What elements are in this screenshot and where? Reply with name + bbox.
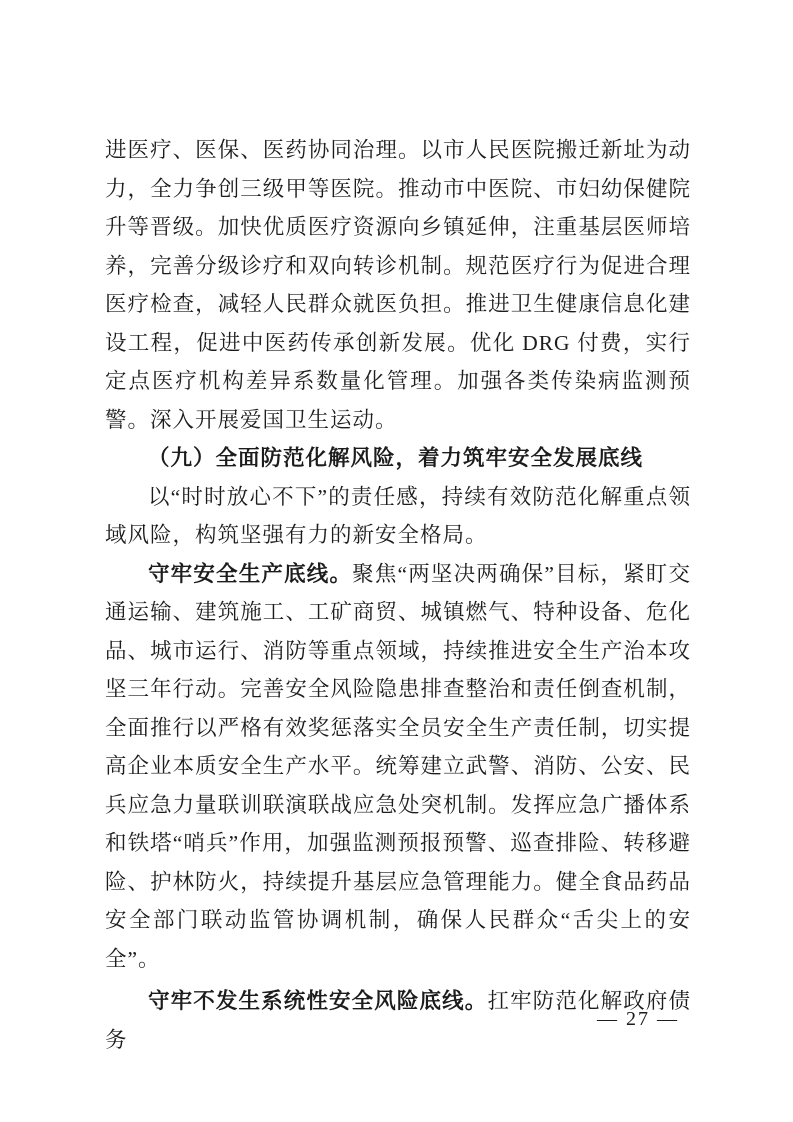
section-heading-text: （九）全面防范化解风险，着力筑牢安全发展底线 bbox=[148, 446, 644, 470]
paragraph-continuation bbox=[105, 131, 691, 439]
paragraph-text: 扛牢防范化解政府债务 bbox=[105, 989, 691, 1052]
paragraph-safety-production bbox=[105, 555, 691, 979]
paragraph-text: 以“时时放心不下”的责任感，持续有效防范化解重点领域风险，构筑坚强有力的新安全格局。 bbox=[105, 484, 691, 547]
page-number bbox=[105, 1008, 691, 1031]
document-body bbox=[105, 131, 691, 1059]
page-number-label: — 27 — bbox=[597, 1008, 679, 1030]
paragraph-intro bbox=[105, 478, 691, 555]
paragraph-text: 进医疗、医保、医药协同治理。以市人民医院搬迁新址为动力，全力争创三级甲等医院。推动市中医院、市妇幼保健院升等晋级。加快优质医疗资源向乡镇延伸，注重基层医师培养，完善分级诊疗和双向转诊机制。规范医疗行为促进合理医疗检查，减轻人民群众就医负担。推进卫生健康信息化建设工程，促进中医药传承创新发展。优化 DRG 付费，实行定点医疗机构差异系数量化管理。加强各类传染病监测预警。深入开展爱国卫生运动。 bbox=[105, 138, 691, 432]
section-heading bbox=[105, 439, 691, 478]
paragraph-lead-bold: 守牢不发生系统性安全风险底线。 bbox=[148, 989, 488, 1013]
paragraph-lead-bold: 守牢安全生产底线。 bbox=[148, 561, 353, 586]
paragraph-text: 聚焦“两坚决两确保”目标，紧盯交通运输、建筑施工、工矿商贸、城镇燃气、特种设备、危化品、城市运行、消防等重点领域，持续推进安全生产治本攻坚三年行动。完善安全风险隐患排查整治和责任倒查机制，全面推行以严格有效奖惩落实全员安全生产责任制，切实提高企业本质安全生产水平。统筹建立武警、消防、公安、民兵应急力量联训联演联战应急处突机制。发挥应急广播体系和铁塔“哨兵”作用，加强监测预报预警、巡查排险、转移避险、护林防火，持续提升基层应急管理能力。健全食品药品安全部门联动监管协调机制，确保人民群众“舌尖上的安全”。 bbox=[105, 561, 691, 971]
